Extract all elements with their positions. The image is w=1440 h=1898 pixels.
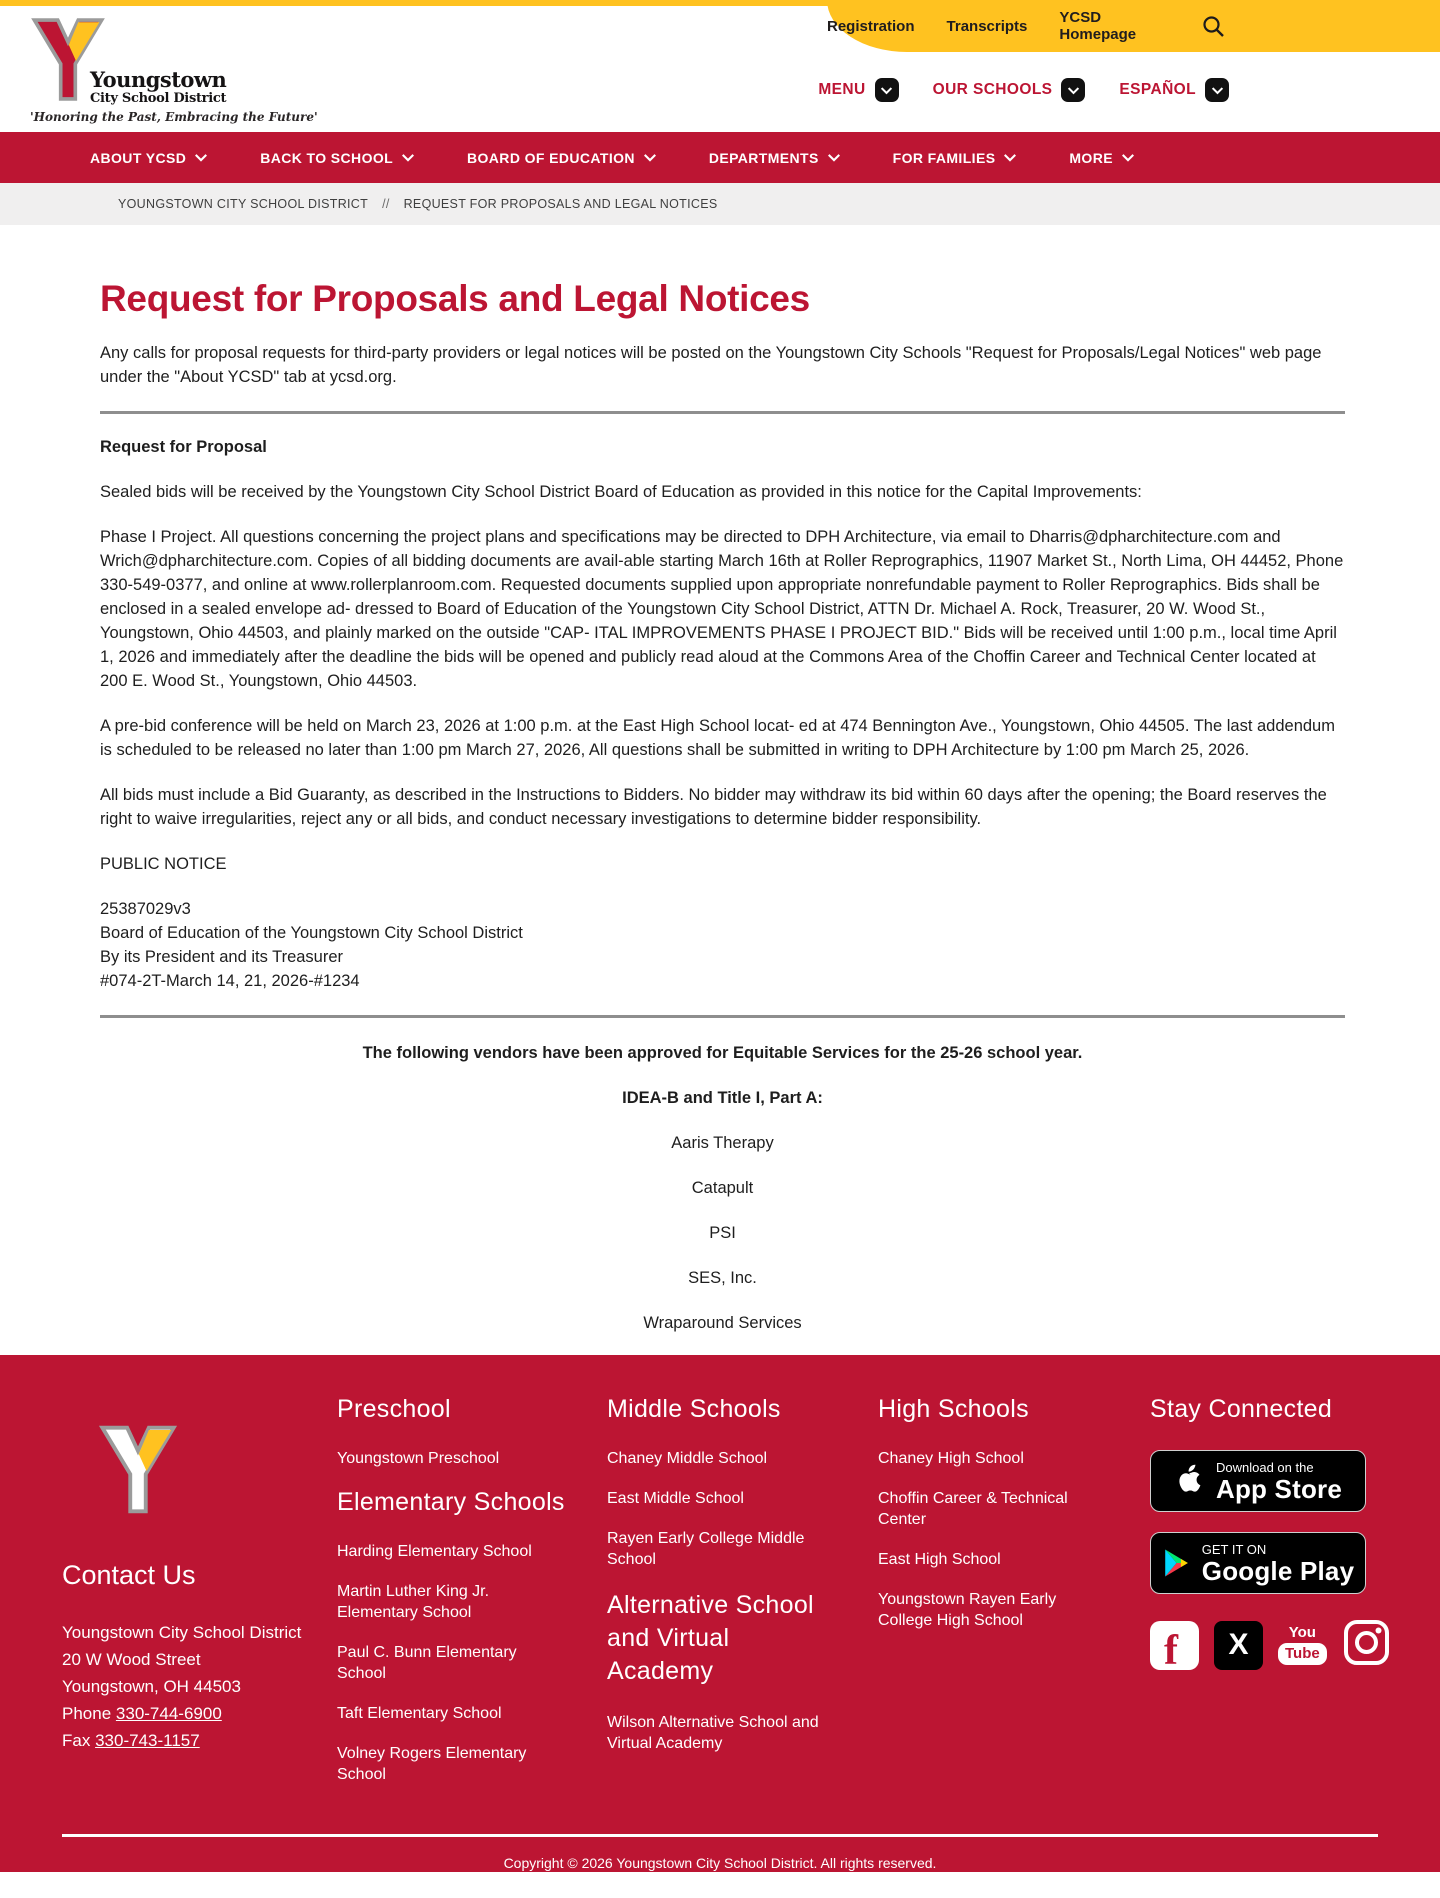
footer-link[interactable]: Chaney High School [878, 1450, 1024, 1467]
notice-line: Board of Education of the Youngstown City School District [100, 924, 523, 942]
footer-high-column [878, 1395, 1150, 1804]
nav-departments[interactable] [709, 150, 841, 166]
footer-link[interactable]: Martin Luther King Jr. Elementary School [337, 1583, 490, 1621]
vendors-subheading: IDEA-B and Title I, Part A: [622, 1089, 823, 1107]
site-header [0, 0, 1440, 132]
espanol-label: ESPAÑOL [1119, 81, 1196, 98]
phone-label: Phone [62, 1704, 112, 1723]
rfp-heading: Request for Proposal [100, 438, 267, 456]
body-paragraph: All bids must include a Bid Guaranty, as described in the Instructions to Bidders. No bidder may withdraw its bid within 60 days after the opening; the Board reserves the right to waive irregularities, reject any or all bids, and conduct necessary investigations to determine bidder responsibility. [100, 786, 1327, 828]
vendor-item: SES, Inc. [688, 1269, 757, 1287]
notice-line: By its President and its Treasurer [100, 948, 344, 966]
phone-link[interactable]: 330-744-6900 [115, 1704, 222, 1723]
contact-us-heading: Contact Us [62, 1560, 196, 1590]
vendor-item: Aaris Therapy [671, 1134, 774, 1152]
copyright-text: Copyright © 2026 Youngstown City School District. All rights reserved. [503, 1854, 937, 1871]
footer-stay-connected-column [1150, 1395, 1410, 1804]
search-icon[interactable] [1202, 14, 1225, 38]
google-play-badge[interactable] [1150, 1532, 1366, 1594]
vendors-heading: The following vendors have been approved for Equitable Services for the 25-26 school year. [362, 1044, 1083, 1062]
app-store-line1: Download on the [1215, 1459, 1314, 1475]
nav-label: ABOUT YCSD [90, 149, 187, 166]
footer-link[interactable]: Harding Elementary School [337, 1543, 532, 1560]
chevron-down-icon [875, 78, 899, 102]
main-nav [0, 132, 1440, 183]
registration-link[interactable]: Registration [827, 17, 915, 35]
notice-block [100, 897, 1345, 993]
nav-label: MORE [1069, 149, 1113, 166]
chevron-down-icon [1205, 78, 1229, 102]
nav-more[interactable] [1069, 150, 1135, 166]
footer-elementary-column [337, 1395, 607, 1804]
apple-icon [1174, 1463, 1204, 1499]
contact-city: Youngstown, OH 44503 [62, 1677, 241, 1696]
y-logo-mark-footer [80, 1423, 196, 1516]
footer-link[interactable]: Youngstown Preschool [337, 1450, 500, 1467]
footer-link[interactable]: Chaney Middle School [607, 1450, 768, 1467]
public-notice-label: PUBLIC NOTICE [100, 855, 227, 873]
breadcrumb-home-link[interactable]: YOUNGSTOWN CITY SCHOOL DISTRICT [118, 197, 369, 211]
app-store-line2: App Store [1215, 1473, 1343, 1504]
footer-link[interactable]: Paul C. Bunn Elementary School [337, 1644, 517, 1682]
logo-tagline: 'Honoring the Past, Embracing the Future' [30, 110, 318, 124]
fax-label: Fax [62, 1731, 91, 1750]
high-schools-heading: High Schools [878, 1395, 1029, 1423]
google-play-line2: Google Play [1201, 1555, 1355, 1586]
footer-divider [62, 1834, 1378, 1837]
chevron-down-icon [643, 153, 657, 162]
main-content [0, 225, 1440, 1355]
contact-phone [62, 1700, 337, 1727]
footer-link[interactable]: Wilson Alternative School and Virtual Academy [607, 1714, 819, 1752]
chevron-down-icon [194, 153, 208, 162]
nav-label: FOR FAMILIES [892, 149, 996, 166]
menu-button[interactable] [818, 78, 898, 102]
divider [100, 1015, 1345, 1018]
footer-contact-column [62, 1395, 337, 1804]
nav-about-ycsd[interactable] [90, 150, 208, 166]
breadcrumb-current: REQUEST FOR PROPOSALS AND LEGAL NOTICES [403, 197, 718, 211]
google-play-icon [1162, 1548, 1190, 1578]
page-title: Request for Proposals and Legal Notices [100, 278, 810, 319]
google-play-line1: GET IT ON [1201, 1541, 1267, 1557]
divider [100, 411, 1345, 414]
logo-district-name: Youngstown [90, 67, 227, 92]
alternative-school-heading: Alternative School and Virtual Academy [607, 1591, 814, 1685]
powered-by-text: Powered By Apptegy [655, 1877, 785, 1894]
elementary-schools-heading: Elementary Schools [337, 1488, 565, 1516]
header-menu-row [818, 78, 1229, 102]
contact-street: 20 W Wood Street [62, 1650, 201, 1669]
middle-schools-heading: Middle Schools [607, 1395, 781, 1423]
vendor-item: Wraparound Services [643, 1314, 802, 1332]
our-schools-button[interactable] [933, 78, 1086, 102]
contact-org: Youngstown City School District [62, 1623, 302, 1642]
notice-line: #074-2T-March 14, 21, 2026-#1234 [100, 972, 360, 990]
body-paragraph: Sealed bids will be received by the Youngstown City School District Board of Education as provided in this notice for the Capital Improvements: [100, 483, 1142, 501]
vendor-item: Catapult [691, 1179, 754, 1197]
footer-link[interactable]: East Middle School [607, 1490, 744, 1507]
footer-link[interactable]: Choffin Career & Technical Center [878, 1490, 1068, 1528]
contact-fax [62, 1727, 337, 1754]
nav-for-families[interactable] [893, 150, 1018, 166]
nav-label: BACK TO SCHOOL [260, 149, 394, 166]
intro-paragraph: Any calls for proposal requests for third-party providers or legal notices will be posted on the Youngstown City Schools "Request for Proposals/Legal Notices" web page under the "About YCSD" tab at ycsd.org. [100, 344, 1322, 386]
footer-middle-column [607, 1395, 878, 1804]
district-logo[interactable] [30, 13, 318, 125]
chevron-down-icon [1061, 78, 1085, 102]
stay-connected-heading: Stay Connected [1150, 1395, 1333, 1423]
breadcrumb-separator: // [382, 197, 390, 211]
footer-link[interactable]: Rayen Early College Middle School [607, 1530, 805, 1568]
breadcrumb [0, 183, 1440, 225]
menu-label: MENU [818, 81, 866, 98]
instagram-icon[interactable] [1342, 1618, 1391, 1672]
notice-line: 25387029v3 [100, 900, 191, 918]
transcripts-link[interactable]: Transcripts [946, 17, 1028, 35]
nav-back-to-school[interactable] [260, 150, 415, 166]
ycsd-homepage-link[interactable]: YCSD Homepage [1059, 9, 1137, 43]
nav-board-of-education[interactable] [467, 150, 657, 166]
x-twitter-icon[interactable]: X [1214, 1621, 1263, 1670]
facebook-icon[interactable]: f [1150, 1621, 1199, 1670]
utility-bar [827, 0, 1440, 52]
site-footer [0, 1355, 1440, 1894]
nav-label: BOARD OF EDUCATION [467, 149, 635, 166]
espanol-button[interactable] [1119, 78, 1229, 102]
fax-link[interactable]: 330-743-1157 [95, 1731, 200, 1750]
chevron-down-icon [401, 153, 415, 162]
footer-link[interactable]: Volney Rogers Elementary School [337, 1745, 527, 1783]
app-store-badge[interactable] [1150, 1450, 1366, 1512]
youtube-icon[interactable]: You Tube [1278, 1625, 1327, 1665]
chevron-down-icon [827, 153, 841, 162]
body-paragraph: A pre-bid conference will be held on March 23, 2026 at 1:00 p.m. at the East High School locat- ed at 474 Bennington Ave., Youngstown, Ohio 44505. The last addendum is scheduled to be released no later than 1:00 pm March 27, 2026, All questions shall be submitted in writing to DPH Architecture by 1:00 pm March 25, 2026. [100, 717, 1335, 759]
chevron-down-icon [1003, 153, 1017, 162]
vendor-item: PSI [709, 1224, 736, 1242]
nav-label: DEPARTMENTS [708, 149, 819, 166]
our-schools-label: OUR SCHOOLS [932, 81, 1053, 98]
chevron-down-icon [1121, 153, 1135, 162]
body-paragraph: Phase I Project. All questions concerning the project plans and specifications may be directed to DPH Architecture, via email to Dharris@dpharchitecture.com and Wrich@dpharchitecture.com. Copies of all bidding documents are avail-able starting March 16th at Roller Reprographics, 11907 Market St., North Lima, OH 44452, Phone 330-549-0377, and online at www.rollerplanroom.com. Requested documents supplied upon appropriate nonrefundable payment to Roller Reprographics. Bids shall be enclosed in a sealed envelope ad- dressed to Board of Education of the Youngstown City School District, ATTN Dr. Michael A. Rock, Treasurer, 20 W. Wood St., Youngstown, Ohio 44503, and plainly marked on the outside "CAP- ITAL IMPROVEMENTS PHASE I PROJECT BID." Bids will be received until 1:00 p.m., local time April 1, 2026 and immediately after the deadline the bids will be opened and publicly read aloud at the Commons Area of the Choffin Career and Technical Center located at 200 E. Wood St., Youngstown, Ohio 44503. [100, 528, 1344, 690]
footer-link[interactable]: Youngstown Rayen Early College High School [878, 1591, 1057, 1629]
logo-district-sub: City School District [90, 91, 227, 106]
preschool-heading: Preschool [337, 1395, 451, 1423]
footer-link[interactable]: East High School [878, 1551, 1001, 1568]
footer-link[interactable]: Taft Elementary School [337, 1705, 502, 1722]
